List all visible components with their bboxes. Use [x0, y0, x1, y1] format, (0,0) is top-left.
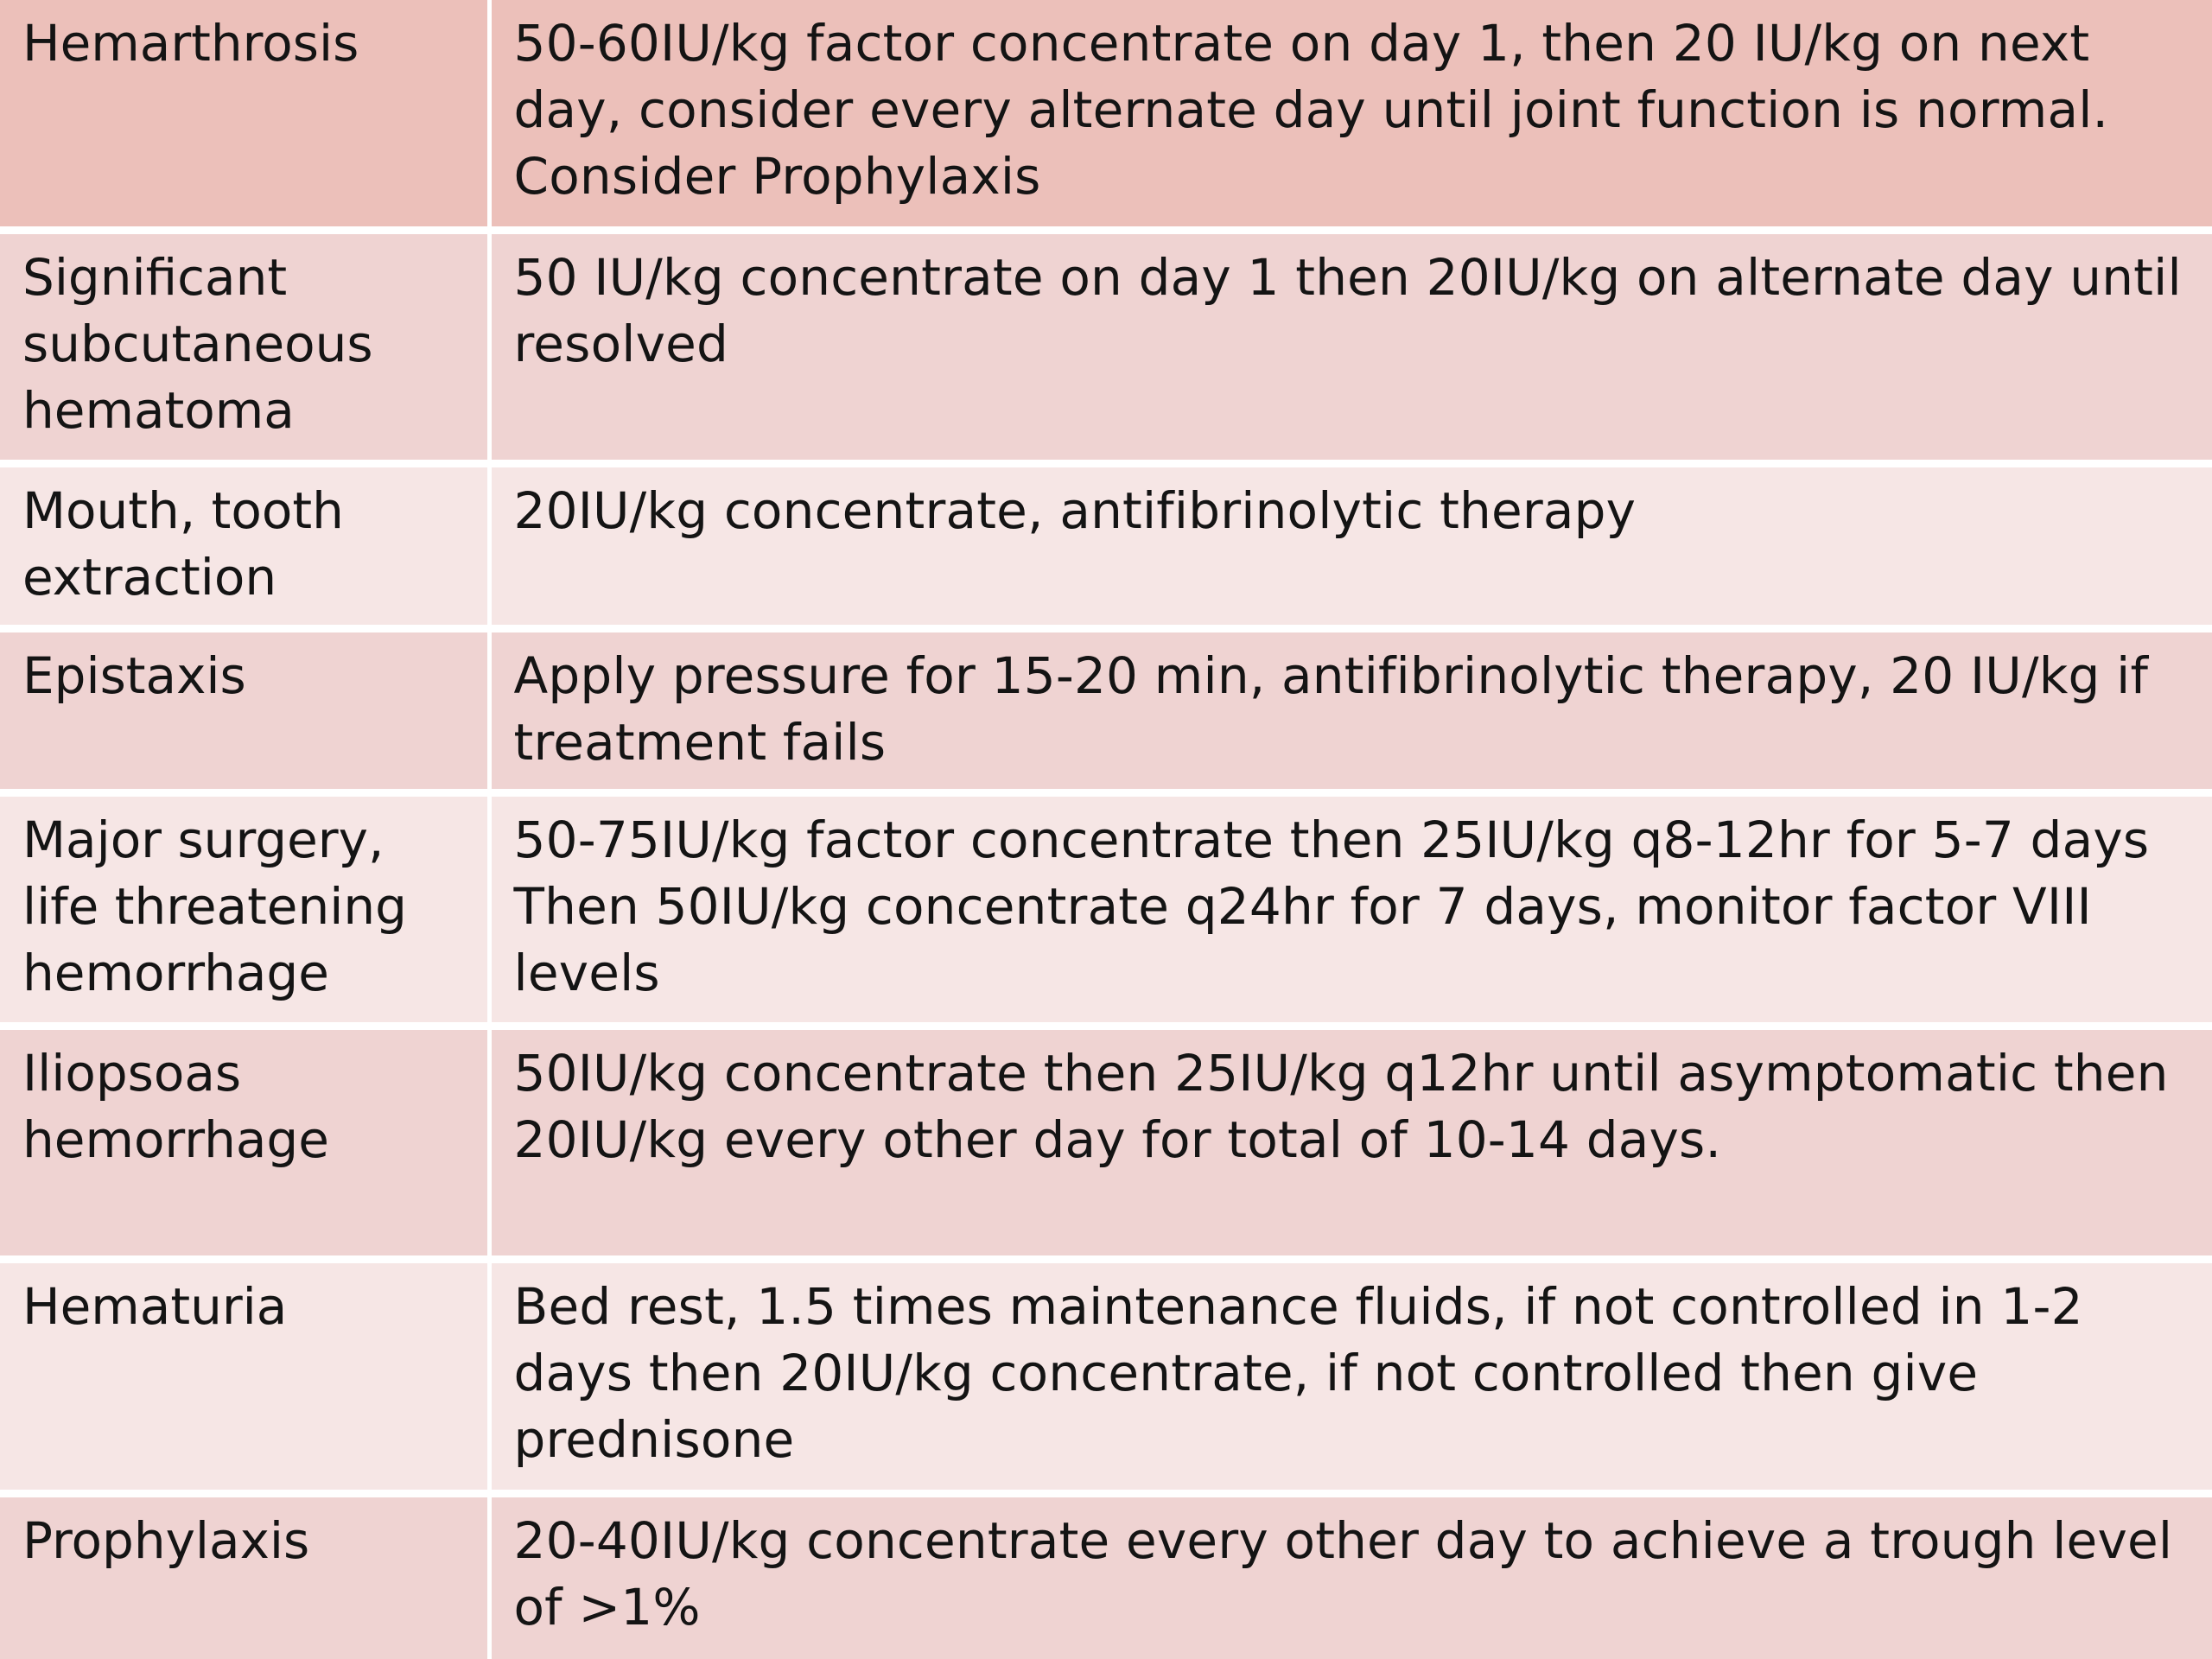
treatment-cell: Apply pressure for 15-20 min, antifibrinolytic therapy, 20 IU/kg if treatment fails: [489, 628, 2212, 792]
condition-cell: Prophylaxis: [0, 1493, 489, 1659]
condition-cell: Mouth, tooth extraction: [0, 463, 489, 628]
treatment-cell: 50-75IU/kg factor concentrate then 25IU/kg q8-12hr for 5-7 days Then 50IU/kg concentrate q24hr for 7 days, monitor factor VIII levels: [489, 792, 2212, 1026]
condition-cell: Iliopsoas hemorrhage: [0, 1026, 489, 1259]
condition-cell: Epistaxis: [0, 628, 489, 792]
table-row: [0, 1259, 2212, 1493]
treatment-cell: Bed rest, 1.5 times maintenance fluids, if not controlled in 1-2 days then 20IU/kg concentrate, if not controlled then give prednisone: [489, 1259, 2212, 1493]
treatment-cell: 50IU/kg concentrate then 25IU/kg q12hr until asymptomatic then 20IU/kg every other day for total of 10-14 days.: [489, 1026, 2212, 1259]
condition-cell: Hemarthrosis: [0, 0, 489, 230]
condition-cell: Significant subcutaneous hematoma: [0, 230, 489, 463]
table-row: [0, 463, 2212, 628]
condition-cell: Hematuria: [0, 1259, 489, 1493]
treatment-cell: 20-40IU/kg concentrate every other day to achieve a trough level of >1%: [489, 1493, 2212, 1659]
table-row: [0, 0, 2212, 230]
table-row: [0, 230, 2212, 463]
table-row: [0, 1026, 2212, 1259]
table-row: [0, 1493, 2212, 1659]
treatment-cell: 50 IU/kg concentrate on day 1 then 20IU/kg on alternate day until resolved: [489, 230, 2212, 463]
table-row: [0, 792, 2212, 1026]
condition-cell: Major surgery, life threatening hemorrhage: [0, 792, 489, 1026]
treatment-cell: 20IU/kg concentrate, antifibrinolytic therapy: [489, 463, 2212, 628]
table-row: [0, 628, 2212, 792]
treatment-cell: 50-60IU/kg factor concentrate on day 1, then 20 IU/kg on next day, consider every alternate day until joint function is normal. Consider Prophylaxis: [489, 0, 2212, 230]
